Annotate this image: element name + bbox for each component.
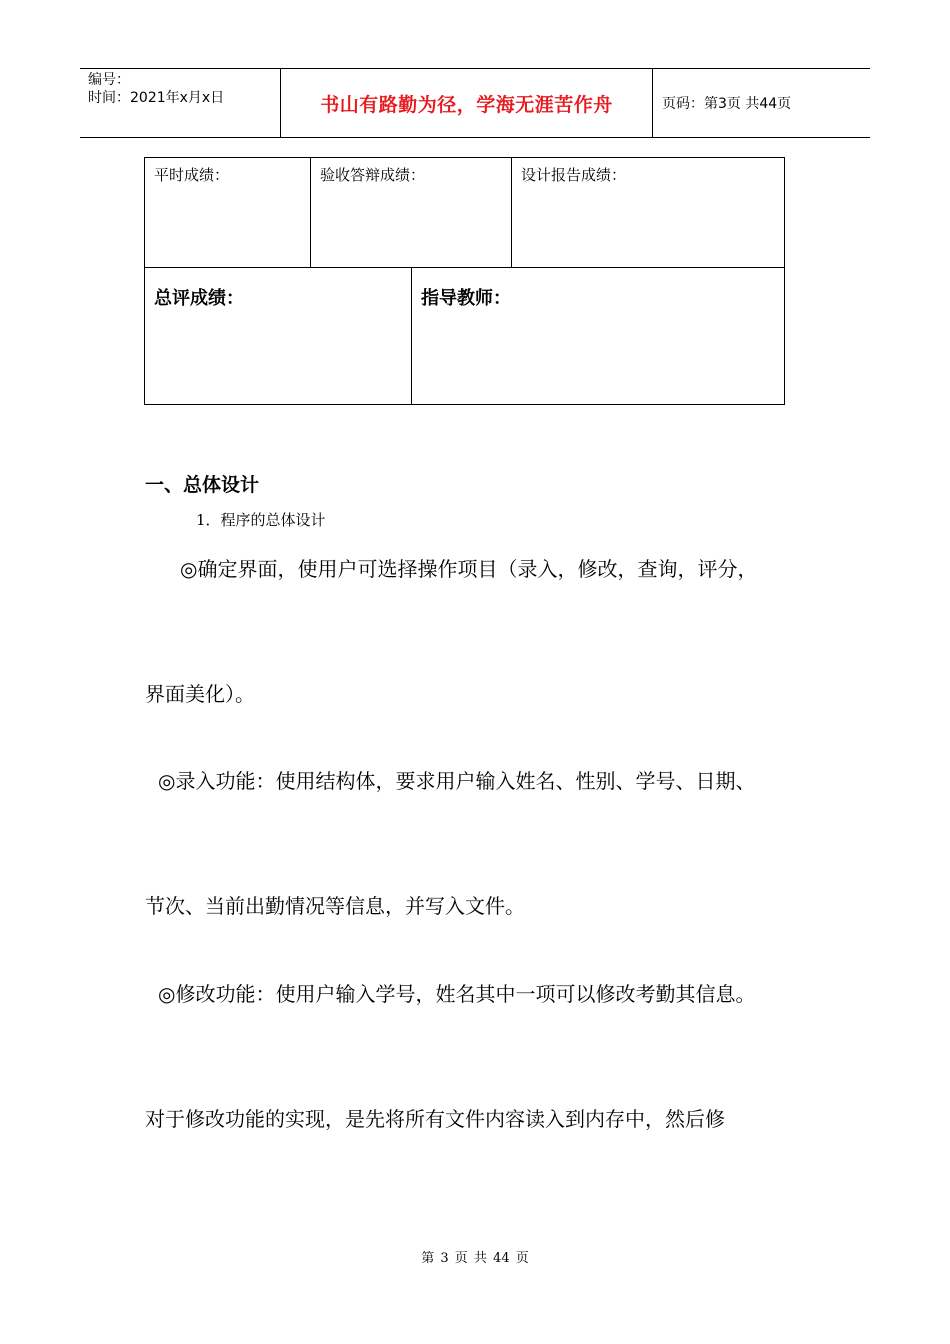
section-title: 一、总体设计 <box>145 474 260 496</box>
page-footer: 第 3 页 共 44 页 <box>421 1251 529 1266</box>
advisor-cell: 指导教师： <box>421 288 511 309</box>
subsection-title: 1．程序的总体设计 <box>196 511 326 529</box>
defense-score-cell: 验收答辩成绩： <box>311 158 512 267</box>
grade-table <box>144 157 785 405</box>
overall-score-cell: 总评成绩： <box>145 268 412 404</box>
header-motto: 书山有路勤为径，学海无涯苦作舟 <box>281 69 653 137</box>
page-header <box>80 68 870 138</box>
paragraph-line: ◎确定界面，使用户可选择操作项目（录入，修改，查询，评分， <box>180 557 758 581</box>
paragraph-line: ◎修改功能：使用户输入学号，姓名其中一项可以修改考勤其信息。 <box>158 982 756 1006</box>
paragraph-line: 节次、当前出勤情况等信息，并写入文件。 <box>145 894 525 918</box>
paragraph-line: 对于修改功能的实现，是先将所有文件内容读入到内存中，然后修 <box>145 1107 725 1131</box>
grade-table-row-scores <box>145 158 784 268</box>
serial-number-label: 编号： <box>88 72 130 88</box>
header-meta <box>80 69 281 137</box>
paragraph-line: 界面美化）。 <box>145 682 255 706</box>
regular-score-cell: 平时成绩： <box>145 158 311 267</box>
grade-table-row-summary <box>145 268 784 404</box>
report-score-cell: 设计报告成绩： <box>521 166 627 184</box>
paragraph-line: ◎录入功能：使用结构体，要求用户输入姓名、性别、学号、日期、 <box>158 769 756 793</box>
date-label: 时间：2021年x月x日 <box>88 90 225 106</box>
header-page-info: 页码：第3页 共44页 <box>662 96 792 112</box>
